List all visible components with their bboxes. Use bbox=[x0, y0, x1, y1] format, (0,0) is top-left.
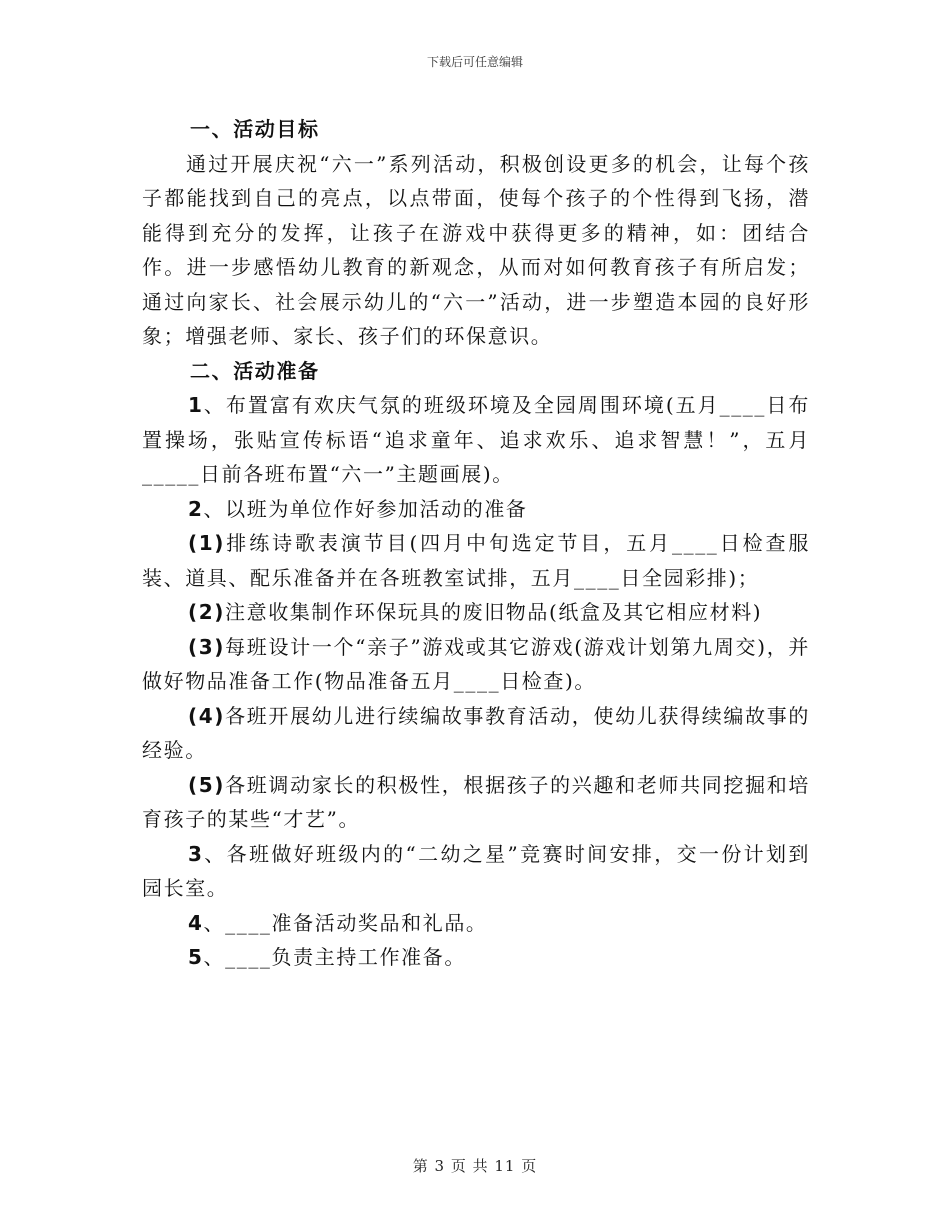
list-item-3 bbox=[142, 837, 810, 906]
list-item-5 bbox=[142, 940, 810, 975]
list-number: 1 bbox=[188, 393, 204, 417]
list-text: 每班设计一个“亲子”游戏或其它游戏(游戏计划第九周交)，并做好物品准备工作(物品准备五月____日检查)。 bbox=[142, 634, 810, 693]
list-text: 、以班为单位作好参加活动的准备 bbox=[203, 496, 528, 521]
list-text: 、布置富有欢庆气氛的班级环境及全园周围环境(五月____日布置操场，张贴宣传标语“追求童年、追求欢乐、追求智慧！”，五月_____日前各班布置“六一”主题画展)。 bbox=[142, 393, 810, 486]
list-number: (2) bbox=[188, 600, 225, 624]
paragraph-goal: 通过开展庆祝“六一”系列活动，积极创设更多的机会，让每个孩子都能找到自己的亮点，以点带面，使每个孩子的个性得到飞扬，潜能得到充分的发挥，让孩子在游戏中获得更多的精神，如：团结合作。进一步感悟幼儿教育的新观念，从而对如何教育孩子有所启发；通过向家长、社会展示幼儿的“六一”活动，进一步塑造本园的良好形象；增强老师、家长、孩子们的环保意识。 bbox=[142, 151, 810, 348]
list-number: 2 bbox=[188, 496, 204, 521]
page-footer: 第 3 页 共 11 页 bbox=[412, 1157, 538, 1175]
list-text: 、____负责主持工作准备。 bbox=[203, 945, 466, 969]
section-heading-prep: 二、活动准备 bbox=[190, 358, 320, 383]
list-text: 、____准备活动奖品和礼品。 bbox=[203, 910, 488, 935]
list-number: (3) bbox=[188, 634, 225, 659]
list-number: (1) bbox=[188, 531, 225, 555]
sub-item-4 bbox=[142, 699, 810, 768]
list-text: 注意收集制作环保玩具的废旧物品(纸盒及其它相应材料) bbox=[225, 600, 763, 624]
section-heading-goal: 一、活动目标 bbox=[190, 117, 320, 141]
list-item-1 bbox=[142, 388, 810, 492]
document-body bbox=[142, 112, 810, 975]
sub-item-5 bbox=[142, 768, 810, 837]
page-header: 下载后可任意编辑 bbox=[426, 55, 523, 69]
list-number: 3 bbox=[188, 841, 204, 866]
list-item-4 bbox=[142, 906, 810, 941]
list-text: 排练诗歌表演节目(四月中旬选定节目，五月____日检查服装、道具、配乐准备并在各班教室试排，五月____日全园彩排)； bbox=[142, 531, 810, 590]
list-text: 、各班做好班级内的“二幼之星”竞赛时间安排，交一份计划到园长室。 bbox=[142, 841, 810, 900]
list-number: (5) bbox=[188, 772, 225, 797]
sub-item-2 bbox=[142, 595, 810, 630]
list-number: (4) bbox=[188, 703, 225, 728]
sub-item-3 bbox=[142, 630, 810, 699]
list-text: 各班开展幼儿进行续编故事教育活动，使幼儿获得续编故事的经验。 bbox=[142, 703, 810, 762]
sub-item-1 bbox=[142, 526, 810, 595]
list-item-2 bbox=[142, 492, 810, 527]
list-number: 4 bbox=[188, 910, 204, 935]
list-text: 各班调动家长的积极性，根据孩子的兴趣和老师共同挖掘和培育孩子的某些“才艺”。 bbox=[142, 772, 810, 831]
list-number: 5 bbox=[188, 945, 204, 969]
